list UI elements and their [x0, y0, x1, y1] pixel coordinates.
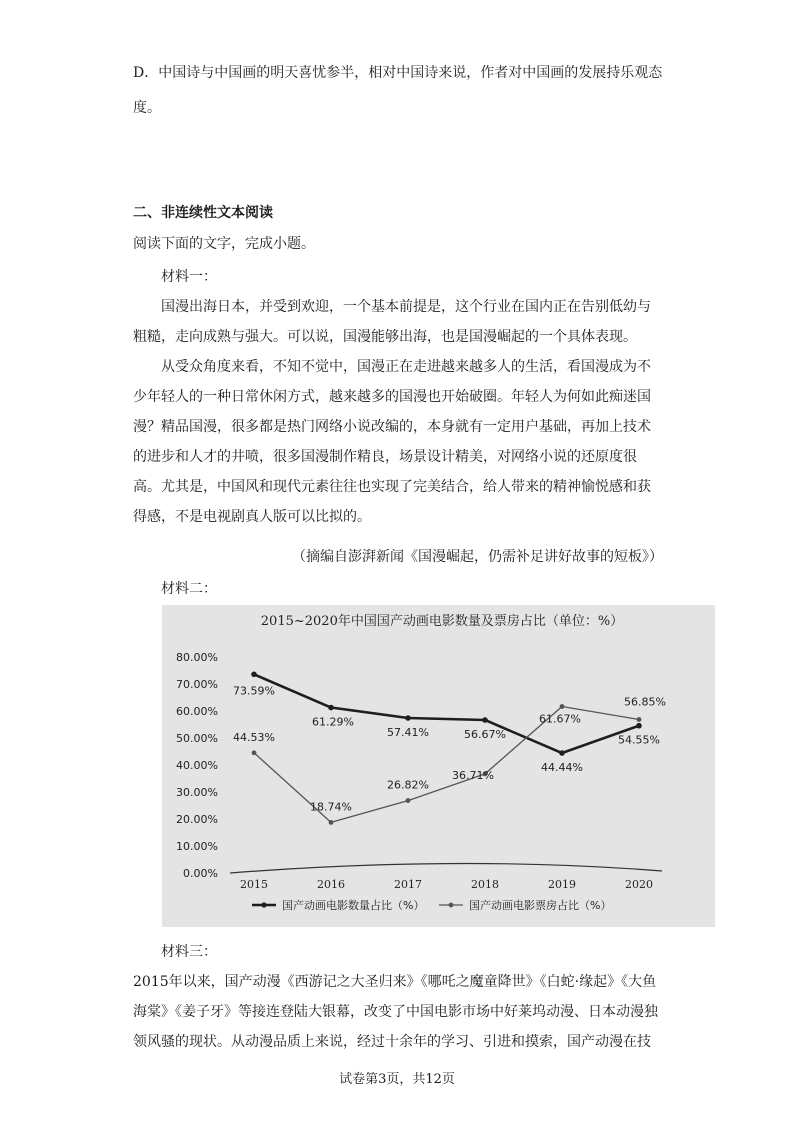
- option-d-line1: D．中国诗与中国画的明天喜忧参半，相对中国诗来说，作者对中国画的发展持乐观态: [133, 65, 663, 81]
- data-label: 57.41%: [387, 725, 429, 739]
- chart-title: 2015~2020年中国国产动画电影数量及票房占比（单位：%）: [260, 614, 624, 629]
- data-point: [252, 750, 257, 755]
- y-tick-label: 70.00%: [176, 678, 218, 691]
- legend-marker-count: [261, 902, 266, 907]
- data-point: [329, 820, 334, 825]
- data-label: 44.53%: [233, 730, 275, 744]
- y-tick-label: 20.00%: [176, 813, 218, 826]
- option-d-line2: 度。: [133, 100, 161, 116]
- data-point: [560, 704, 565, 709]
- y-tick-label: 50.00%: [176, 732, 218, 745]
- material2-label: 材料二：: [161, 581, 217, 597]
- material1-paragraph-1: 国漫出海日本，并受到欢迎，一个基本前提是，这个行业在国内正在告别低幼与粗糙，走向成熟与强大。可以说，国漫能够出海，也是国漫崛起的一个具体表现。: [133, 299, 651, 345]
- y-tick-label: 30.00%: [176, 786, 218, 799]
- x-tick-label: 2019: [548, 878, 576, 891]
- line-chart: [162, 605, 715, 927]
- data-label: 61.67%: [539, 712, 581, 726]
- material1-source: （摘编自澎湃新闻《国漫崛起，仍需补足讲好故事的短板》）: [292, 549, 663, 565]
- section-instruction: 阅读下面的文字，完成小题。: [133, 236, 315, 252]
- data-label: 26.82%: [387, 778, 429, 792]
- data-label: 18.74%: [310, 800, 352, 814]
- legend-label-boxoffice: 国产动画电影票房占比（%）: [469, 899, 612, 912]
- y-tick-label: 40.00%: [176, 759, 218, 772]
- y-tick-label: 10.00%: [176, 840, 218, 853]
- y-tick-label: 80.00%: [176, 651, 218, 664]
- x-tick-label: 2016: [317, 878, 345, 891]
- y-tick-label: 60.00%: [176, 705, 218, 718]
- data-label: 56.67%: [464, 727, 506, 741]
- y-tick-label: 0.00%: [183, 867, 218, 880]
- data-point: [559, 750, 565, 756]
- x-tick-label: 2017: [394, 878, 422, 891]
- x-tick-label: 2015: [240, 878, 268, 891]
- data-label: 73.59%: [233, 684, 275, 698]
- material3-label: 材料三：: [161, 944, 217, 960]
- data-label: 44.44%: [541, 761, 583, 775]
- material1-paragraph-2: 从受众角度来看，不知不觉中，国漫正在走进越来越多人的生活，看国漫成为不少年轻人的一种日常休闲方式，越来越多的国漫也开始破圈。年轻人为何如此痴迷国漫？精品国漫，很多都是热门网络小说改编的，本身就有一定用户基础，再加上技术的进步和人才的井喷，很多国漫制作精良，场景设计精美，对网络小说的还原度很高。尤其是，中国风和现代元素往往也实现了完美结合，给人带来的精神愉悦感和获得感，不是电视剧真人版可以比拟的。: [133, 359, 651, 525]
- data-point: [251, 672, 257, 678]
- data-label: 61.29%: [312, 715, 354, 729]
- data-label: 56.85%: [624, 695, 666, 709]
- section-heading: 二、非连续性文本阅读: [133, 205, 273, 221]
- data-point: [406, 798, 411, 803]
- data-point: [636, 723, 642, 729]
- data-point: [405, 715, 411, 721]
- legend-label-count: 国产动画电影数量占比（%）: [282, 899, 425, 912]
- data-point: [482, 717, 488, 723]
- data-point: [328, 705, 334, 711]
- legend-marker-boxoffice: [449, 903, 454, 908]
- data-label: 54.55%: [618, 733, 660, 747]
- x-tick-label: 2018: [471, 878, 499, 891]
- data-point: [637, 717, 642, 722]
- material3-paragraph: 2015年以来，国产动漫《西游记之大圣归来》《哪吒之魔童降世》《白蛇·缘起》《大鱼海棠》《姜子牙》等接连登陆大银幕，改变了中国电影市场中好莱坞动漫、日本动漫独领风骚的现状。从动漫品质上来说，经过十余年的学习、引进和摸索，国产动漫在技: [133, 974, 658, 1050]
- page-footer: 试卷第3页，共12页: [339, 1072, 455, 1087]
- data-label: 36.71%: [452, 768, 494, 782]
- material1-label: 材料一：: [161, 269, 217, 285]
- x-tick-label: 2020: [625, 878, 653, 891]
